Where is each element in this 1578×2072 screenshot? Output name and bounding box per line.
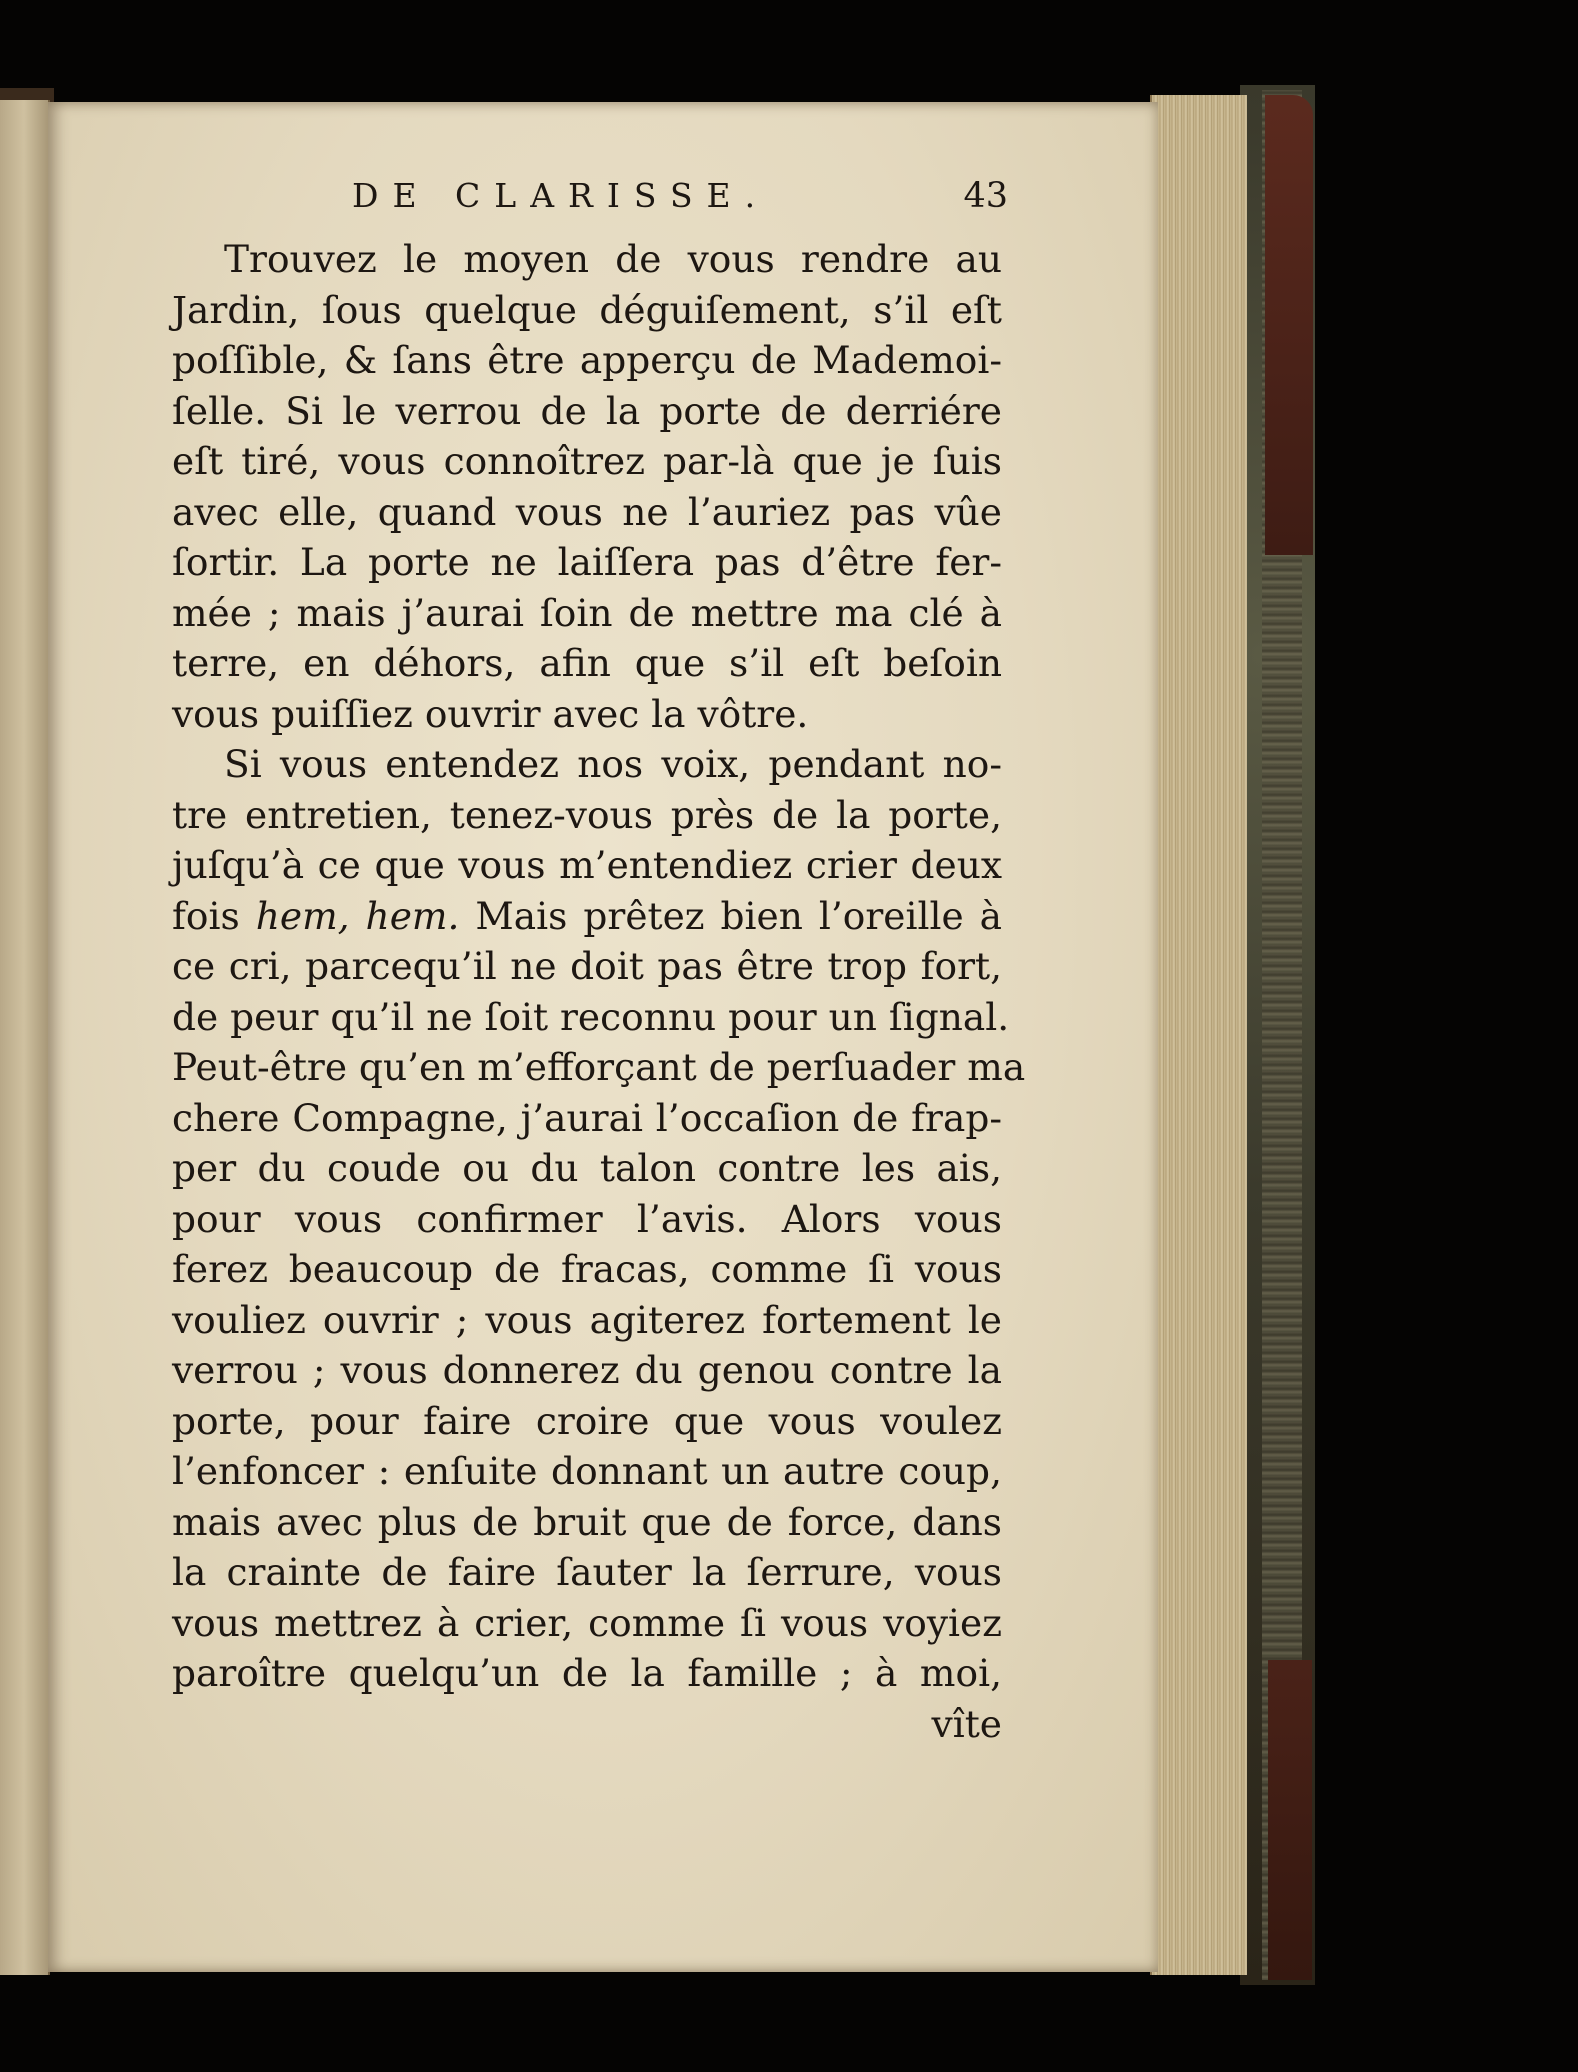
text-line: l’enfoncer : enſuite donnant un autre coup,	[172, 1449, 1002, 1493]
text-line: vous mettrez à crier, comme ſi vous voyiez	[172, 1600, 1002, 1645]
text-line: vous puiſſiez ouvrir avec la vôtre.	[172, 691, 809, 736]
text-line: juſqu’à ce que vous m’entendiez crier deux	[172, 843, 1002, 887]
text-line: Si vous entendez nos voix, pendant no-	[224, 742, 1002, 786]
text-line: Trouvez le moyen de vous rendre au	[224, 237, 1002, 281]
text-line: ſelle. Si le verrou de la porte de derriére	[172, 388, 1002, 433]
body-text	[172, 234, 1026, 1749]
text-line: porte, pour faire croire que vous voulez	[172, 1398, 1002, 1443]
text-line: de peur qu’il ne ſoit reconnu pour un ſignal.	[172, 994, 1010, 1039]
text-line: Peut-être qu’en m’efforçant de perſuader ma	[172, 1045, 1026, 1089]
left-page-fragment	[0, 100, 50, 1975]
line-lead: fois	[172, 893, 240, 938]
text-line: ferez beaucoup de fracas, comme ſi vous	[172, 1247, 1002, 1291]
text-line: paroître quelqu’un de la famille ; à moi,	[172, 1651, 1002, 1695]
text-line: terre, en déhors, afin que s’il eſt beſoin	[172, 641, 1002, 685]
leather-corner-top	[1265, 95, 1313, 555]
line-rest: Mais prêtez bien l’oreille à	[475, 893, 1003, 938]
text-line: avec elle, quand vous ne l’auriez pas vûe	[172, 489, 1002, 534]
text-line: la crainte de faire ſauter la ſerrure, vous	[172, 1550, 1002, 1594]
text-line: pour vous confirmer l’avis. Alors vous	[172, 1196, 1002, 1241]
text-line: vouliez ouvrir ; vous agiterez fortement le	[172, 1297, 1002, 1342]
text-line: mée ; mais j’aurai ſoin de mettre ma clé à	[172, 590, 1002, 635]
italic-interjection: hem, hem.	[255, 893, 460, 938]
text-line: chere Compagne, j’aurai l’occaſion de frap-	[172, 1095, 1002, 1140]
page-text	[172, 168, 1026, 1749]
leather-corner-bottom	[1268, 1660, 1312, 1980]
page-header	[172, 168, 1008, 228]
text-line: mais avec plus de bruit que de force, dans	[172, 1499, 1002, 1544]
text-line-with-italic	[172, 891, 1002, 942]
catchword: vîte	[931, 1701, 1002, 1746]
page-edges	[1150, 95, 1247, 1975]
running-title: DE CLARISSE.	[352, 176, 770, 215]
text-line: tre entretien, tenez-vous près de la porte,	[172, 792, 1002, 837]
text-line: poſſible, & ſans être apperçu de Mademoi-	[172, 338, 1002, 382]
text-line: per du coude ou du talon contre les ais,	[172, 1146, 1002, 1190]
text-line: ce cri, parcequ’il ne doit pas être trop fort,	[172, 944, 1002, 988]
page-number: 43	[963, 176, 1008, 216]
text-line: Jardin, ſous quelque déguiſement, s’il eſt	[172, 287, 1002, 332]
text-line: eſt tiré, vous connoîtrez par-là que je ſuis	[172, 439, 1002, 483]
text-line: ſortir. La porte ne laiſſera pas d’être fer-	[172, 540, 1002, 584]
text-line: verrou ; vous donnerez du genou contre la	[172, 1348, 1002, 1392]
